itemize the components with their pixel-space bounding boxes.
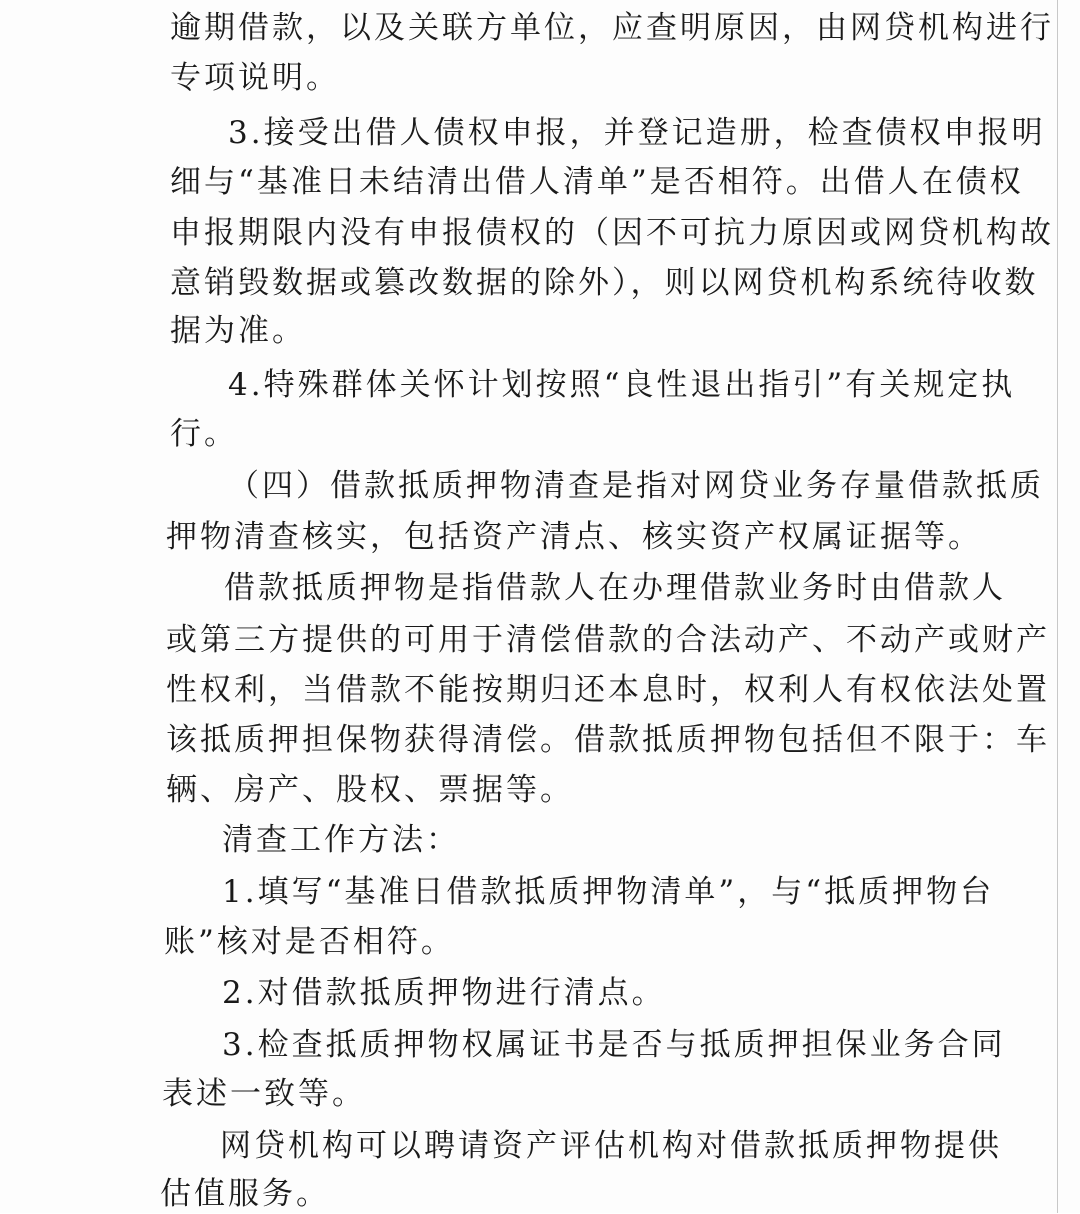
text-line: 估值服务。 — [160, 1176, 330, 1212]
text-line: 或第三方提供的可用于清偿借款的合法动产、不动产或财产 — [166, 622, 1050, 658]
text-line: 3.接受出借人债权申报，并登记造册，检查债权申报明 — [228, 115, 1046, 151]
text-line: 借款抵质押物是指借款人在办理借款业务时由借款人 — [224, 570, 1006, 606]
text-line: 辆、房产、股权、票据等。 — [166, 772, 574, 808]
text-line: 据为准。 — [170, 313, 306, 349]
text-line: 专项说明。 — [170, 60, 340, 96]
text-line: 网贷机构可以聘请资产评估机构对借款抵质押物提供 — [220, 1128, 1002, 1164]
text-line: 性权利，当借款不能按期归还本息时，权利人有权依法处置 — [166, 672, 1050, 708]
text-line: 该抵质押担保物获得清偿。借款抵质押物包括但不限于：车 — [166, 722, 1050, 758]
text-line: 3.检查抵质押物权属证书是否与抵质押担保业务合同 — [222, 1027, 1006, 1063]
text-line: 押物清查核实，包括资产清点、核实资产权属证据等。 — [166, 519, 982, 555]
text-line: 逾期借款，以及关联方单位，应查明原因，由网贷机构进行 — [170, 10, 1054, 46]
text-line: 行。 — [170, 416, 238, 452]
text-line: 2.对借款抵质押物进行清点。 — [222, 975, 666, 1011]
page-edge-divider — [1057, 0, 1058, 1213]
text-line: 表述一致等。 — [162, 1076, 366, 1112]
text-line: 意销毁数据或篡改数据的除外），则以网贷机构系统待收数 — [170, 265, 1039, 301]
text-line: 清查工作方法： — [222, 822, 460, 858]
text-line: 账”核对是否相符。 — [164, 924, 455, 960]
text-line: （四）借款抵质押物清查是指对网贷业务存量借款抵质 — [228, 468, 1044, 504]
text-line: 4.特殊群体关怀计划按照“良性退出指引”有关规定执 — [228, 367, 1016, 403]
text-line: 1.填写“基准日借款抵质押物清单”，与“抵质押物台 — [222, 874, 995, 910]
text-line: 细与“基准日未结清出借人清单”是否相符。出借人在债权 — [170, 164, 1024, 200]
text-line: 申报期限内没有申报债权的（因不可抗力原因或网贷机构故 — [170, 215, 1054, 251]
